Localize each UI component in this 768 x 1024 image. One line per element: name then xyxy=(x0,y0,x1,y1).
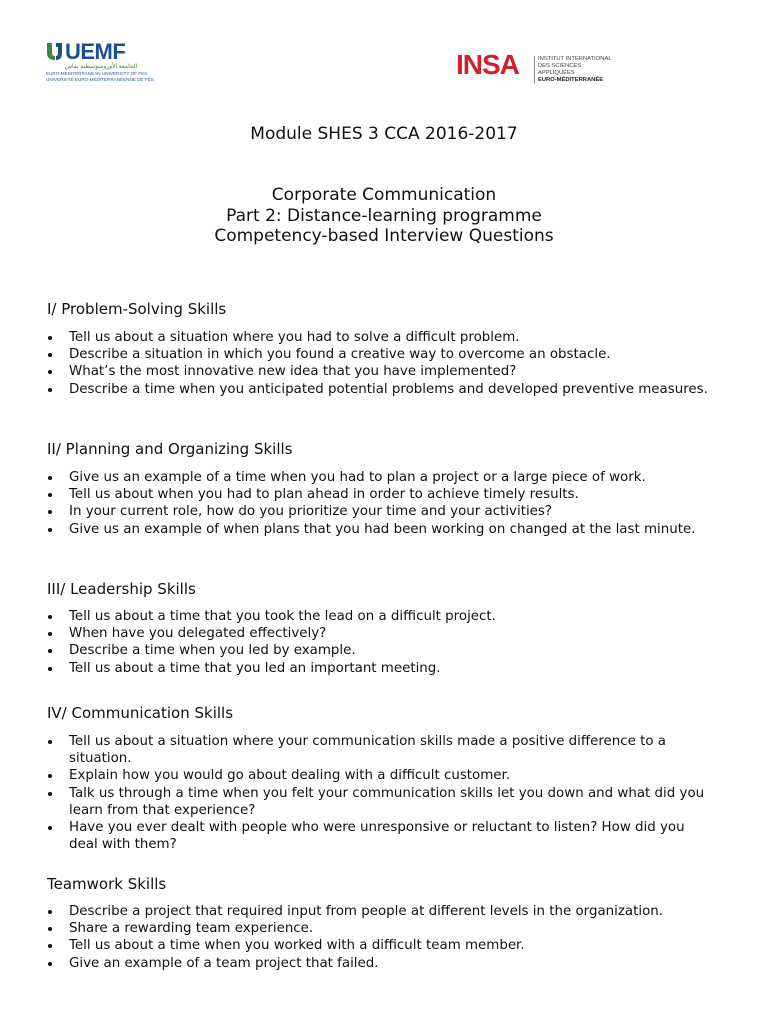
list-item: Tell us about when you had to plan ahead in order to achieve timely results. xyxy=(47,486,717,503)
list-item: Tell us about a time that you led an important meeting. xyxy=(47,660,717,677)
question-list-communication xyxy=(47,733,717,853)
insa-line-4: EURO-MÉDITERRANÉE xyxy=(538,77,604,83)
list-item: Explain how you would go about dealing with a difficult customer. xyxy=(47,767,717,784)
section-heading-communication: IV/ Communication Skills xyxy=(47,704,234,722)
question-list-teamwork xyxy=(47,903,717,972)
question-list-problem-solving xyxy=(47,329,717,398)
title-line-2: Part 2: Distance-learning programme xyxy=(226,205,542,226)
insa-logo xyxy=(456,49,616,87)
list-item: Tell us about a situation where you had to solve a difficult problem. xyxy=(47,329,717,346)
section-heading-problem-solving: I/ Problem-Solving Skills xyxy=(47,300,227,318)
uemf-french-name: UNIVERSITÉ EURO-MÉDITERRANÉENNE DE FÈS xyxy=(46,77,154,82)
list-item: Tell us about a time that you took the lead on a difficult project. xyxy=(47,608,717,625)
list-item: Describe a project that required input from people at different levels in the organization. xyxy=(47,903,717,920)
section-heading-planning: II/ Planning and Organizing Skills xyxy=(47,440,293,458)
module-title: Module SHES 3 CCA 2016-2017 xyxy=(250,124,518,144)
insa-line-1: INSTITUT INTERNATIONAL xyxy=(538,56,612,62)
title-line-1: Corporate Communication xyxy=(271,185,497,205)
list-item: Share a rewarding team experience. xyxy=(47,920,717,937)
uemf-arabic-name: الجامعة الأورومتوسطية بفاس xyxy=(64,64,138,70)
document-title-block xyxy=(0,185,768,247)
uemf-subtitle xyxy=(46,64,156,83)
list-item: Give us an example of when plans that you had been working on changed at the last minute. xyxy=(47,521,717,538)
list-item: Talk us through a time when you felt your communication skills let you down and what did you learn from that experience? xyxy=(47,785,717,819)
list-item: Describe a time when you anticipated potential problems and developed preventive measures. xyxy=(47,381,717,398)
list-item: Describe a time when you led by example. xyxy=(47,642,717,659)
uemf-english-name: EURO-MEDITERRANEAN UNIVERSITY OF FES xyxy=(46,71,148,76)
section-heading-teamwork: Teamwork Skills xyxy=(47,875,167,893)
list-item: When have you delegated effectively? xyxy=(47,625,717,642)
uemf-mark-icon xyxy=(46,42,64,61)
section-heading-leadership: III/ Leadership Skills xyxy=(47,580,196,598)
list-item: Describe a situation in which you found a creative way to overcome an obstacle. xyxy=(47,346,717,363)
insa-line-3: APPLIQUÉES xyxy=(538,70,575,76)
list-item: Give us an example of a time when you had to plan a project or a large piece of work. xyxy=(47,469,717,486)
question-list-planning xyxy=(47,469,717,538)
insa-subtitle xyxy=(538,56,612,84)
list-item: Have you ever dealt with people who were unresponsive or reluctant to listen? How did you deal with them? xyxy=(47,819,717,853)
list-item: In your current role, how do you prioritize your time and your activities? xyxy=(47,503,717,520)
list-item: Tell us about a situation where your communication skills made a positive difference to a situation. xyxy=(47,733,717,767)
insa-wordmark: INSA xyxy=(456,49,519,80)
question-list-leadership xyxy=(47,608,717,677)
uemf-wordmark: UEMF xyxy=(65,39,126,64)
list-item: Give an example of a team project that failed. xyxy=(47,955,717,972)
list-item: Tell us about a time when you worked with a difficult team member. xyxy=(47,937,717,954)
insa-line-2: DES SCIENCES xyxy=(538,63,582,69)
insa-divider xyxy=(534,56,535,83)
uemf-logo xyxy=(46,39,156,86)
title-line-3: Competency-based Interview Questions xyxy=(214,226,554,246)
list-item: What’s the most innovative new idea that you have implemented? xyxy=(47,363,717,380)
